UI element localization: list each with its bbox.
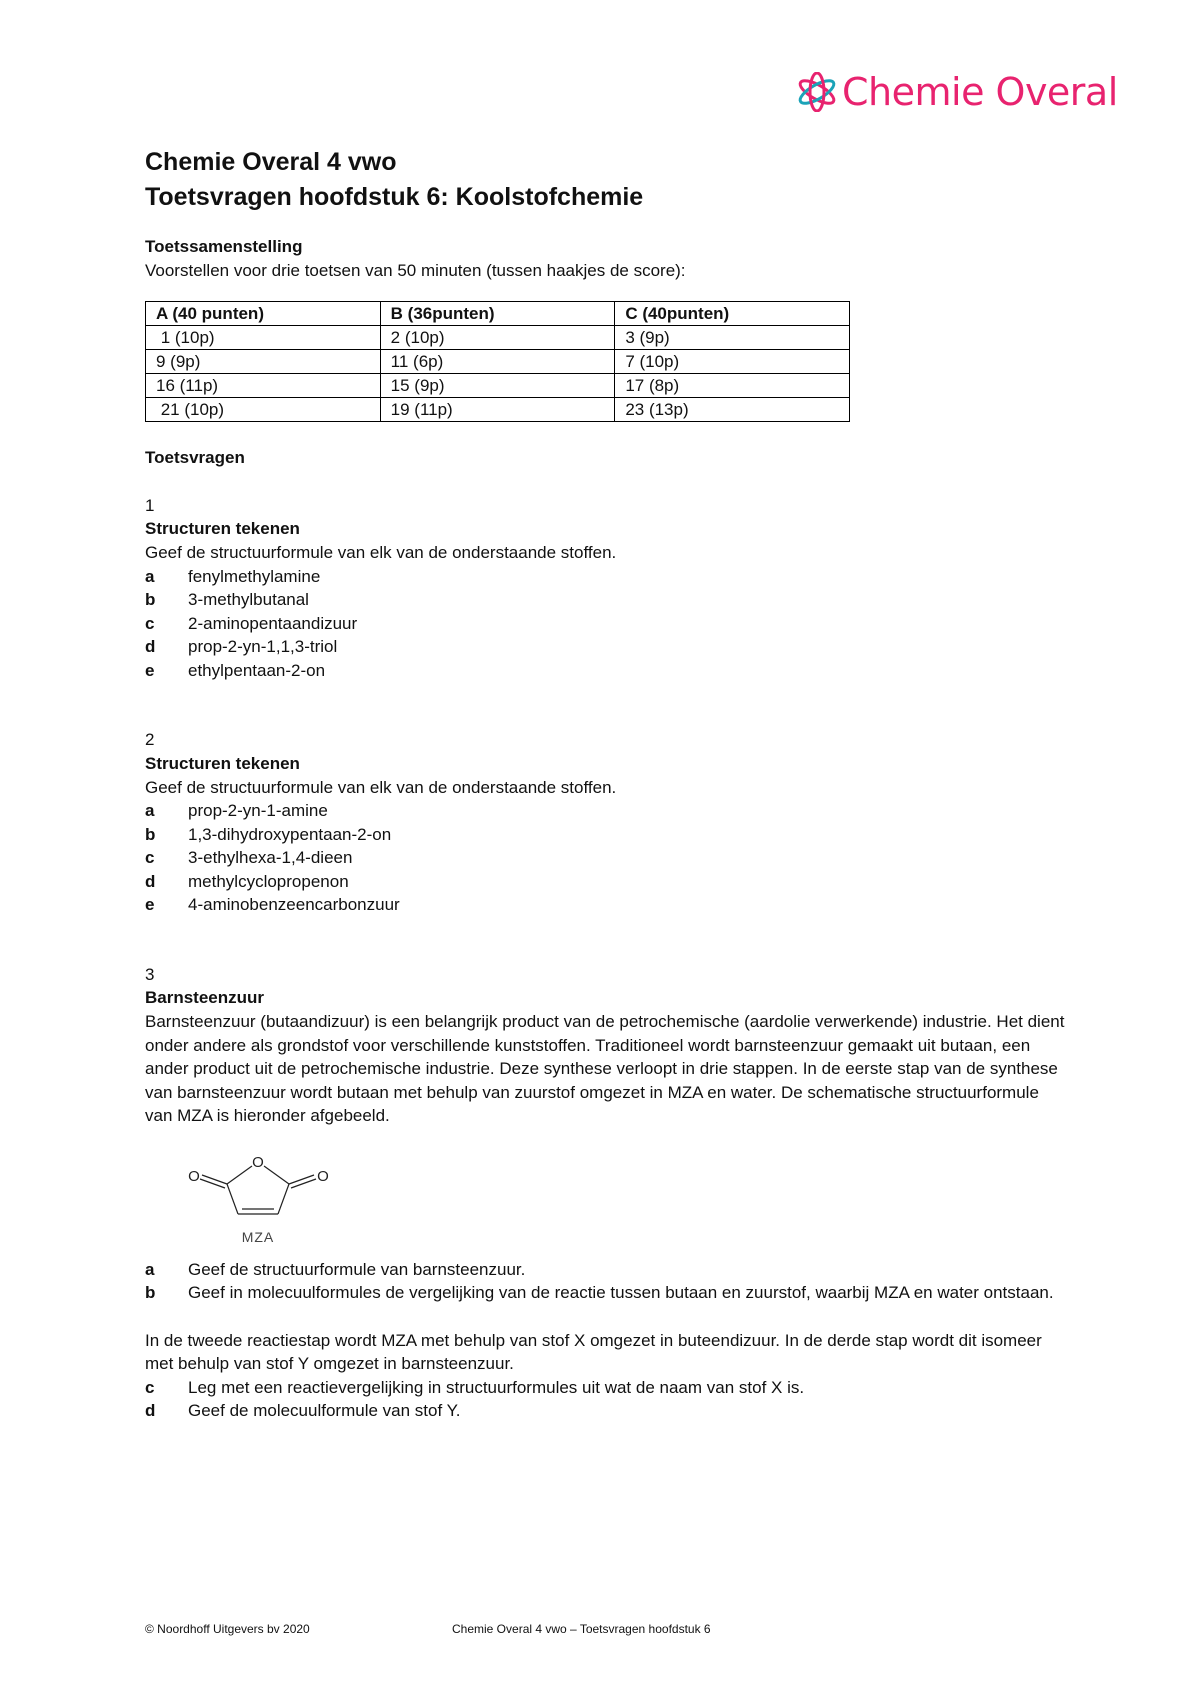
item-text: 3-methylbutanal: [188, 590, 309, 609]
table-cell: 19 (11p): [380, 397, 615, 421]
item-letter: c: [145, 613, 155, 633]
questions-heading: Toetsvragen: [145, 447, 245, 467]
table-cell: 17 (8p): [615, 373, 850, 397]
table-header-c: C (40punten): [615, 301, 850, 325]
table-cell: 15 (9p): [380, 373, 615, 397]
ring-oxygen-atom: O: [252, 1153, 264, 1171]
item-letter: a: [145, 801, 155, 820]
logo: [796, 70, 1118, 114]
figure-label: MZA: [241, 1228, 275, 1245]
table-cell: 3 (9p): [615, 325, 850, 349]
table-cell: 9 (9p): [146, 349, 381, 373]
question-number: 2: [145, 730, 155, 749]
page-subtitle: Toetsvragen hoofdstuk 6: Koolstofchemie: [145, 183, 644, 211]
list-item: [145, 870, 1065, 894]
question-intro: Geef de structuurformule van elk van de onderstaande stoffen.: [145, 543, 617, 562]
table-row: [146, 397, 850, 421]
question-intro: Geef de structuurformule van elk van de onderstaande stoffen.: [145, 777, 617, 797]
list-item: [145, 893, 1065, 917]
table-cell: 11 (6p): [380, 349, 615, 373]
footer-title: Chemie Overal 4 vwo – Toetsvragen hoofdstuk 6: [452, 1622, 711, 1636]
table-row: [146, 325, 850, 349]
composition-table: [145, 301, 850, 422]
page-title: Chemie Overal 4 vwo: [145, 148, 397, 176]
item-letter: b: [145, 1283, 156, 1302]
item-text: fenylmethylamine: [188, 566, 321, 586]
item-letter: d: [145, 637, 156, 656]
carbonyl-oxygen-right: O: [317, 1167, 329, 1185]
question-number: 1: [145, 495, 155, 515]
table-header-a: A (40 punten): [146, 301, 381, 325]
item-letter: a: [145, 1259, 155, 1279]
mza-structure-diagram: [170, 1148, 370, 1248]
question-title: Structuren tekenen: [145, 753, 300, 773]
question-number: 3: [145, 964, 155, 984]
table-header-row: [146, 301, 850, 325]
item-text: Geef de molecuulformule van stof Y.: [188, 1401, 461, 1420]
table-cell: 16 (11p): [146, 373, 381, 397]
list-item: [145, 799, 1065, 823]
list-item: [145, 659, 1065, 683]
table-cell: 21 (10p): [146, 397, 381, 421]
list-item: [145, 823, 1065, 847]
item-letter: e: [145, 660, 155, 680]
list-item: [145, 846, 1065, 870]
item-letter: d: [145, 1401, 156, 1420]
table-cell: 23 (13p): [615, 397, 850, 421]
item-text: Geef in molecuulformules de vergelijking van de reactie tussen butaan en zuurstof, waarbij MZA en water ontstaan.: [188, 1283, 1054, 1302]
item-letter: e: [145, 895, 155, 914]
list-item: [145, 1281, 1065, 1305]
composition-heading: Toetssamenstelling: [145, 237, 303, 256]
logo-text: Chemie Overal: [842, 70, 1118, 114]
table-row: [146, 349, 850, 373]
item-letter: c: [145, 1377, 155, 1397]
item-letter: c: [145, 848, 155, 867]
table-cell: 2 (10p): [380, 325, 615, 349]
item-letter: d: [145, 871, 156, 891]
item-text: ethylpentaan-2-on: [188, 660, 326, 680]
item-letter: b: [145, 590, 156, 609]
list-item: [145, 635, 1065, 659]
list-item: [145, 565, 1065, 589]
item-text: Leg met een reactievergelijking in structuurformules uit wat de naam van stof X is.: [188, 1377, 805, 1397]
list-item: [145, 1399, 1065, 1423]
question-title: Barnsteenzuur: [145, 988, 265, 1007]
question-title: Structuren tekenen: [145, 519, 300, 538]
list-item: [145, 1376, 1065, 1400]
item-text: 3-ethylhexa-1,4-dieen: [188, 848, 353, 867]
item-text: 4-aminobenzeencarbonzuur: [188, 895, 400, 914]
item-letter: b: [145, 824, 156, 844]
item-text: prop-2-yn-1,1,3-triol: [188, 637, 338, 656]
list-item: [145, 588, 1065, 612]
footer-copyright: © Noordhoff Uitgevers bv 2020: [145, 1622, 310, 1636]
item-text: 2-aminopentaandizuur: [188, 613, 358, 633]
question-paragraph-2: In de tweede reactiestap wordt MZA met behulp van stof X omgezet in buteendizuur. In de derde stap wordt dit isomeer met behulp van stof Y omgezet in barnsteenzuur.: [145, 1330, 1042, 1373]
list-item: [145, 1258, 1065, 1282]
carbonyl-oxygen-left: O: [188, 1167, 200, 1185]
item-text: 1,3-dihydroxypentaan-2-on: [188, 824, 392, 844]
composition-intro: Voorstellen voor drie toetsen van 50 minuten (tussen haakjes de score):: [145, 261, 686, 280]
question-paragraph: Barnsteenzuur (butaandizuur) is een belangrijk product van de petrochemische (aardolie verwerkende) industrie. Het dient onder andere als grondstof voor verschillende kunststoffen. Traditioneel wordt barnsteenzuur gemaakt uit butaan, een ander product uit de petrochemische industrie. Deze synthese verloopt in drie stappen. In de eerste stap van de synthese van barnsteenzuur wordt butaan met behulp van zuurstof omgezet in MZA en water. De schematische structuurformule van MZA is hieronder afgebeeld.: [145, 1012, 1065, 1125]
item-text: methylcyclopropenon: [188, 871, 349, 891]
item-text: Geef de structuurformule van barnsteenzuur.: [188, 1259, 526, 1279]
table-row: [146, 373, 850, 397]
list-item: [145, 612, 1065, 636]
table-header-b: B (36punten): [380, 301, 615, 325]
table-cell: 1 (10p): [146, 325, 381, 349]
atom-logo-icon: [796, 72, 838, 112]
page-content: [145, 145, 1065, 1423]
item-letter: a: [145, 566, 155, 586]
mza-structure-figure: [170, 1148, 1065, 1248]
item-text: prop-2-yn-1-amine: [188, 801, 328, 820]
table-cell: 7 (10p): [615, 349, 850, 373]
